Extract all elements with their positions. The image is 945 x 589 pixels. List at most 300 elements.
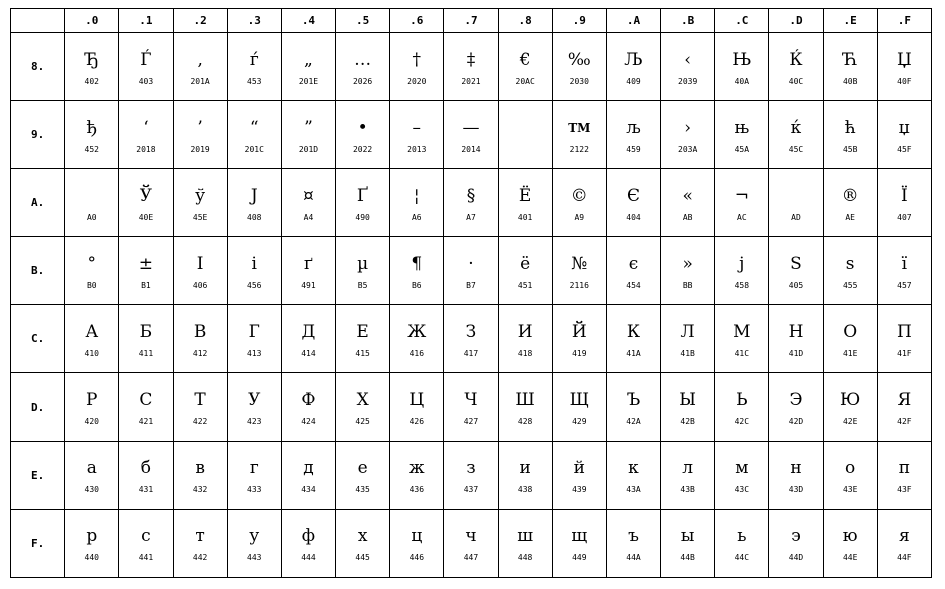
char-cell [281,441,335,509]
unicode-code: 44E [842,553,858,563]
unicode-code: 43E [842,485,858,495]
char-cell [390,169,444,237]
unicode-code: 436 [409,485,425,495]
unicode-code: 421 [138,417,154,427]
char-cell [877,101,931,169]
char-cell [606,373,660,441]
char-cell [661,169,715,237]
unicode-code: 422 [192,417,208,427]
unicode-code: 448 [517,553,533,563]
char-cell [65,101,119,169]
column-header: .F [877,9,931,33]
unicode-code: 2030 [569,76,589,86]
unicode-code: 455 [842,280,858,290]
char-glyph: Ш [515,390,535,411]
unicode-code: 41D [788,348,804,358]
char-glyph: Ў [139,185,153,206]
char-glyph: й [573,458,585,479]
char-glyph: © [570,185,588,206]
char-glyph: ш [517,526,534,547]
char-glyph [769,185,822,207]
char-cell [769,305,823,373]
char-cell [769,237,823,305]
char-cell [173,441,227,509]
unicode-code: 20AC [515,76,535,86]
char-cell [877,509,931,577]
unicode-code: 201A [190,76,210,86]
char-cell [281,373,335,441]
unicode-code: 2039 [678,76,698,86]
char-glyph: » [682,253,693,274]
column-header: .2 [173,9,227,33]
char-glyph: ‹ [684,49,692,70]
char-glyph: Ц [409,390,425,411]
char-glyph: о [845,458,856,479]
char-glyph: › [684,117,692,138]
char-glyph: м [735,458,749,479]
char-glyph: ‰ [567,49,591,70]
column-header: .5 [336,9,390,33]
char-glyph: н [790,458,802,479]
char-glyph: № [571,253,588,274]
char-glyph: ђ [86,117,98,138]
char-cell [336,305,390,373]
char-cell [498,373,552,441]
unicode-code: 416 [409,348,425,358]
char-cell [606,169,660,237]
column-header: .9 [552,9,606,33]
unicode-code: 2022 [352,144,373,154]
char-glyph: Џ [896,49,912,70]
char-glyph: л [682,458,694,479]
row-header: F. [11,509,65,577]
row-header: A. [11,169,65,237]
char-cell [281,169,335,237]
unicode-code: 407 [897,212,912,222]
char-glyph: ° [87,253,96,274]
char-glyph: Ч [464,390,478,411]
char-glyph: ў [195,185,206,206]
char-glyph: Ѓ [140,49,152,70]
char-cell [498,509,552,577]
char-glyph: О [843,321,858,342]
char-cell [661,305,715,373]
char-glyph: к [628,458,639,479]
char-cell [173,101,227,169]
char-glyph: А [85,321,99,342]
char-cell [390,237,444,305]
char-cell [65,373,119,441]
unicode-code: 41A [626,348,641,358]
char-glyph: ¤ [303,185,314,206]
char-cell [336,509,390,577]
char-cell [715,33,769,101]
unicode-code: 408 [247,212,262,222]
unicode-code: 2116 [569,280,589,290]
unicode-code: 44C [734,553,750,563]
unicode-code: 423 [247,417,262,427]
char-glyph [499,122,552,144]
unicode-code: BB [682,280,693,290]
unicode-code: 42F [897,417,912,427]
char-glyph: щ [571,526,588,547]
char-glyph: г [249,458,259,479]
char-glyph: е [357,458,368,479]
char-glyph: Ъ [626,390,641,411]
char-cell [552,101,606,169]
char-glyph: С [139,390,153,411]
unicode-code: 447 [463,553,479,563]
unicode-code: 44B [680,553,695,563]
char-cell [65,509,119,577]
char-cell [281,101,335,169]
char-glyph: У [248,390,261,411]
unicode-code: 201E [298,76,319,86]
char-cell [65,237,119,305]
char-glyph: ” [304,117,313,138]
char-cell [661,509,715,577]
char-glyph: Г [248,321,260,342]
char-cell [390,509,444,577]
unicode-code: 43D [788,485,804,495]
char-cell [552,509,606,577]
column-header: .3 [227,9,281,33]
unicode-code: 44A [626,553,641,563]
unicode-code: 45A [734,144,750,154]
char-glyph: с [141,526,151,547]
char-glyph: І [196,253,204,274]
char-cell [227,305,281,373]
unicode-code: 432 [192,485,208,495]
unicode-code: 2019 [190,144,210,154]
char-cell [498,169,552,237]
char-glyph: і [251,253,257,274]
unicode-code: 490 [355,212,370,222]
unicode-code: AB [682,212,693,222]
char-cell [444,509,498,577]
char-glyph: П [896,321,912,342]
column-header: .B [661,9,715,33]
char-glyph: љ [626,117,641,138]
unicode-code: 457 [897,280,912,290]
char-glyph: – [412,117,422,138]
char-cell [65,33,119,101]
table-body [11,33,932,578]
unicode-code: B6 [411,280,422,290]
char-cell [498,237,552,305]
column-header: .6 [390,9,444,33]
char-cell [173,33,227,101]
char-glyph: Х [356,390,369,411]
char-glyph: р [86,526,98,547]
char-glyph: Ї [901,185,908,206]
char-glyph: я [899,526,910,547]
char-cell [498,441,552,509]
unicode-code: 452 [84,144,99,154]
unicode-code: A4 [303,212,314,222]
unicode-code: 435 [355,485,370,495]
char-cell [336,441,390,509]
char-cell [119,33,173,101]
char-glyph: Ђ [84,49,99,70]
char-cell [552,305,606,373]
unicode-code: 2018 [136,144,156,154]
char-glyph: ы [680,526,695,547]
unicode-code: 456 [247,280,262,290]
char-cell [444,169,498,237]
char-glyph: Ж [407,321,427,342]
char-glyph: ж [408,458,425,479]
char-glyph: ц [411,526,423,547]
char-glyph: ъ [628,526,639,547]
unicode-code: 2013 [407,144,427,154]
char-cell [661,373,715,441]
unicode-code: 201C [244,144,264,154]
char-glyph: њ [734,117,750,138]
char-glyph: Ю [840,390,861,411]
char-cell [769,33,823,101]
unicode-code: 430 [84,485,99,495]
char-cell [552,169,606,237]
unicode-code: 429 [572,417,587,427]
char-glyph: К [626,321,641,342]
char-cell [65,169,119,237]
char-glyph: М [733,321,751,342]
unicode-code: 434 [301,485,316,495]
unicode-code: 401 [517,212,533,222]
char-cell [769,373,823,441]
column-header: .D [769,9,823,33]
unicode-code: 40E [138,212,154,222]
char-cell [552,33,606,101]
char-glyph: И [517,321,533,342]
unicode-code: 42B [680,417,695,427]
unicode-code: 41E [842,348,858,358]
unicode-code: 459 [626,144,641,154]
char-glyph: Ь [736,390,748,411]
char-cell [119,101,173,169]
char-cell [336,169,390,237]
char-glyph: ¶ [411,253,423,274]
char-glyph: х [357,526,368,547]
unicode-code: 43F [897,485,912,495]
char-glyph: д [303,458,314,479]
char-glyph: Ф [301,390,316,411]
char-glyph: ь [737,526,747,547]
char-cell [823,509,877,577]
unicode-code: 203A [678,144,698,154]
char-cell [552,373,606,441]
unicode-code: 414 [301,348,316,358]
code-page-table [10,8,932,578]
char-cell [715,441,769,509]
table-row [11,305,932,373]
char-cell [661,237,715,305]
unicode-code: 449 [572,553,587,563]
char-cell [823,101,877,169]
char-glyph: ё [520,253,531,274]
char-glyph: … [354,49,372,70]
unicode-code: 442 [192,553,208,563]
char-glyph: В [193,321,207,342]
char-glyph: € [519,49,531,70]
unicode-code: 437 [463,485,479,495]
char-cell [444,305,498,373]
char-cell [552,441,606,509]
unicode-code: A6 [411,212,422,222]
char-glyph: ‡ [466,49,476,70]
unicode-code: AC [737,212,747,222]
char-cell [281,237,335,305]
unicode-code: 40F [897,76,912,86]
char-glyph: ’ [197,117,203,138]
char-cell [715,305,769,373]
char-glyph: « [682,185,693,206]
char-cell [606,441,660,509]
unicode-code: 439 [572,485,587,495]
char-glyph: Р [86,390,98,411]
char-glyph: Ѕ [790,253,802,274]
char-cell [336,373,390,441]
char-cell [769,101,823,169]
char-cell [606,305,660,373]
table-row [11,101,932,169]
unicode-code: 409 [626,76,641,86]
char-cell [390,373,444,441]
char-cell [823,305,877,373]
unicode-code: 41C [734,348,750,358]
row-header: D. [11,373,65,441]
char-cell [390,101,444,169]
char-cell [119,237,173,305]
row-header: 8. [11,33,65,101]
char-glyph: ‚ [197,49,203,70]
char-cell [606,101,660,169]
char-cell [715,509,769,577]
char-glyph: є [628,253,639,274]
char-glyph: Щ [569,390,589,411]
char-glyph: ч [465,526,477,547]
unicode-code: 444 [301,553,316,563]
char-cell [227,509,281,577]
unicode-code: 45C [788,144,804,154]
char-cell [390,305,444,373]
unicode-code: 402 [84,76,99,86]
char-glyph: ќ [790,117,802,138]
char-glyph: Э [789,390,803,411]
char-cell [227,101,281,169]
char-glyph: ф [301,526,316,547]
char-cell [119,305,173,373]
char-cell [227,169,281,237]
char-glyph: з [466,458,476,479]
char-glyph: ‘ [143,117,149,138]
char-glyph: Н [788,321,804,342]
column-header: .E [823,9,877,33]
column-header: .0 [65,9,119,33]
char-cell [769,509,823,577]
table-row [11,373,932,441]
row-header: 9. [11,101,65,169]
corner-cell [11,9,65,33]
unicode-code: 40B [842,76,858,86]
char-glyph: ґ [303,253,313,274]
unicode-code: A7 [466,212,476,222]
char-glyph: Є [626,185,640,206]
unicode-code: 42A [626,417,641,427]
unicode-code: 440 [84,553,99,563]
char-cell [281,509,335,577]
column-header: .4 [281,9,335,33]
char-glyph: ї [901,253,908,274]
unicode-code: 201D [298,144,319,154]
char-glyph: т [195,526,205,547]
char-glyph: „ [304,49,313,70]
char-cell [877,305,931,373]
char-cell [227,237,281,305]
char-cell [823,237,877,305]
char-cell [823,441,877,509]
unicode-code: 453 [247,76,262,86]
char-cell [336,237,390,305]
unicode-code: 412 [192,348,208,358]
char-glyph: — [462,117,480,138]
char-cell [606,237,660,305]
char-cell [715,169,769,237]
char-glyph: у [249,526,260,547]
char-glyph: ѕ [845,253,855,274]
char-cell [823,33,877,101]
unicode-code: 2021 [461,76,481,86]
char-glyph: “ [249,117,259,138]
char-cell [606,509,660,577]
char-glyph: ю [842,526,858,547]
char-glyph: § [466,185,476,206]
char-glyph: э [791,526,801,547]
char-cell [227,373,281,441]
unicode-code: A0 [86,212,97,222]
char-glyph: · [468,253,474,274]
unicode-code: 41F [897,348,912,358]
table-row [11,33,932,101]
char-cell [119,441,173,509]
char-cell [823,169,877,237]
unicode-code: 446 [409,553,425,563]
unicode-code: 43A [626,485,641,495]
unicode-code: 45E [192,212,208,222]
char-cell [498,33,552,101]
char-cell [336,33,390,101]
unicode-code: 42D [788,417,804,427]
char-glyph: Т [194,390,206,411]
unicode-code: 418 [517,348,533,358]
char-glyph: З [465,321,477,342]
char-glyph: Е [356,321,369,342]
char-glyph: ћ [844,117,856,138]
char-cell [661,441,715,509]
unicode-code: 41B [680,348,695,358]
table-row [11,509,932,577]
char-cell [877,237,931,305]
char-glyph: ¬ [734,185,749,206]
char-cell [336,101,390,169]
char-cell [715,101,769,169]
unicode-code: 415 [355,348,370,358]
column-header-row [11,9,932,33]
char-cell [390,33,444,101]
unicode-code: 428 [517,417,533,427]
row-header: B. [11,237,65,305]
